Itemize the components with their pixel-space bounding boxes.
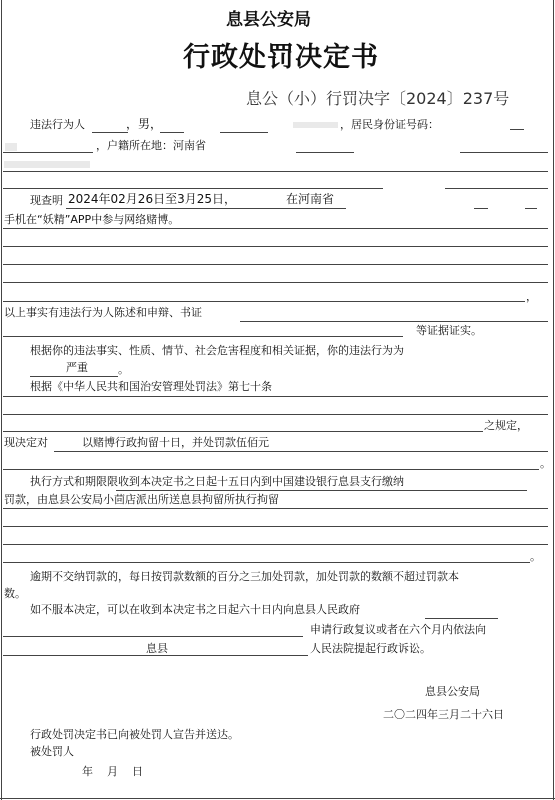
- evidence-statement: 以上事实有违法行为人陈述和申辩、书证: [4, 306, 202, 319]
- fill-line: [240, 321, 548, 322]
- execution-period: 。: [530, 550, 541, 563]
- delivery-statement: 行政处罚决定书已向被处罚人宣告并送达。: [30, 728, 239, 741]
- fill-line: [3, 544, 548, 545]
- fill-line: [3, 264, 548, 265]
- document-title: 行政处罚决定书: [183, 42, 379, 73]
- document-number: 息公（小）行罚决字〔2024〕237号: [246, 89, 510, 108]
- fill-line: [3, 636, 303, 637]
- fill-line: [3, 526, 548, 527]
- decision-period: 。: [118, 363, 129, 376]
- facts-place: 在河南省: [286, 192, 335, 206]
- right-border: [553, 0, 554, 800]
- fill-line: [30, 376, 118, 377]
- fill-line: [3, 414, 548, 415]
- fill-line: [92, 132, 128, 133]
- redaction-mark: [5, 143, 17, 151]
- issuing-authority: 息县公安局: [226, 10, 311, 30]
- fill-line: [425, 618, 498, 619]
- recipient-label: 被处罚人: [30, 745, 74, 758]
- fill-line: [3, 246, 548, 247]
- violator-label: 违法行为人: [30, 118, 85, 131]
- fill-line: [3, 508, 548, 509]
- appeal-rights: 如不服本决定，可以在收到本决定书之日起六十日内向息县人民政府: [30, 603, 360, 616]
- fill-line: [3, 301, 525, 302]
- facts-comma: ，: [526, 290, 537, 303]
- fill-line: [474, 208, 488, 209]
- fill-line: [510, 129, 524, 130]
- appeal-litigation: 人民法院提起行政诉讼。: [310, 642, 431, 655]
- facts-intro: 现查明: [30, 194, 63, 207]
- legal-provisions: 之规定，: [484, 419, 528, 432]
- violator-sex: ，男，: [126, 117, 163, 131]
- fill-line: [3, 282, 548, 283]
- fill-line: [3, 228, 548, 229]
- appeal-review: 申请行政复议或者在六个月内依法向: [310, 623, 486, 636]
- left-border: [1, 0, 2, 800]
- appeal-court: 息县: [146, 642, 168, 655]
- fill-line: [525, 208, 537, 209]
- execution-detail: 罚款，由息县公安局小茴店派出所送息县拘留所执行拘留: [4, 493, 279, 506]
- signing-date: 二〇二四年三月二十六日: [383, 708, 504, 721]
- fill-line: [3, 152, 93, 153]
- fill-line: [116, 490, 527, 491]
- fill-line: [66, 208, 346, 209]
- fill-line: [296, 152, 354, 153]
- redaction-mark: [4, 161, 90, 168]
- decision-nature: 根据你的违法事实、性质、情节、社会危害程度和相关证据，你的违法行为为: [30, 344, 404, 357]
- fill-line: [54, 451, 548, 452]
- fill-line: [3, 188, 383, 189]
- signing-authority: 息县公安局: [425, 685, 480, 698]
- fill-line: [160, 132, 184, 133]
- decision-intro: 现决定对: [4, 436, 48, 449]
- fill-line: [3, 396, 548, 397]
- id-number-label: ，居民身份证号码：: [340, 118, 439, 131]
- legal-basis: 根据《中华人民共和国治安管理处罚法》第七十条: [30, 380, 272, 393]
- fill-line: [3, 336, 403, 337]
- fill-line: [220, 132, 268, 133]
- redaction-mark: [293, 122, 338, 128]
- bottom-border: [0, 798, 555, 799]
- facts-date-range: 2024年02月26日至3月25日，: [68, 192, 236, 206]
- facts-detail: 手机在“妖精”APP中参与网络赌博。: [4, 213, 180, 226]
- fill-line: [460, 152, 548, 153]
- fill-line: [445, 188, 548, 189]
- execution-terms: 执行方式和期限限收到本决定书之日起十五日内到中国建设银行息县支行缴纳: [30, 475, 404, 488]
- decision-penalty: 以赌博行政拘留十日，并处罚款伍佰元: [82, 436, 269, 449]
- fill-line: [3, 655, 308, 656]
- overdue-rule: 逾期不交纳罚款的，每日按罚款数额的百分之三加处罚款，加处罚款的数额不超过罚款本: [30, 570, 459, 583]
- recipient-date: 年 月 日: [82, 765, 143, 778]
- decision-period-2: 。: [540, 457, 551, 470]
- fill-line: [3, 431, 483, 432]
- evidence-end: 等证据证实。: [416, 324, 482, 337]
- fill-line: [3, 562, 530, 563]
- household-address-label: ，户籍所在地：河南省: [96, 139, 206, 152]
- overdue-rule-end: 数。: [4, 587, 26, 600]
- decision-severity: 严重: [66, 361, 88, 374]
- fill-line: [3, 171, 548, 172]
- fill-line: [3, 469, 539, 470]
